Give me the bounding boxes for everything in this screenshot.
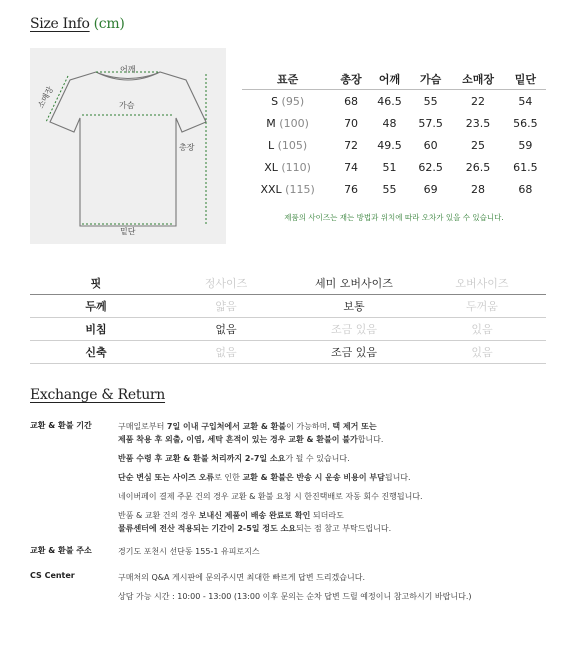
table-cell: 25 [471, 138, 486, 152]
exchange-return-title [30, 387, 165, 403]
text-span: 택 제거 또는 [332, 422, 377, 431]
feature-row-thickness [30, 295, 546, 318]
exchange-period-content [118, 420, 538, 535]
table-row [242, 112, 546, 134]
text-span: 단순 변심 또는 사이즈 오류 [118, 473, 215, 482]
table-cell: 59 [518, 138, 533, 152]
period-paragraph-3 [118, 471, 538, 484]
period-paragraph-5 [118, 509, 538, 535]
table-cell: 22 [471, 94, 486, 108]
size-note: 제품의 사이즈는 재는 방법과 위치에 따라 오차가 있을 수 있습니다. [284, 213, 504, 222]
table-cell: 46.5 [377, 94, 402, 108]
feature-option: 오버사이즈 [418, 272, 546, 295]
text-span: 가 될 수 있습니다. [285, 454, 350, 463]
table-cell: 56.5 [513, 116, 538, 130]
text-span: 7일 이내 구입처에서 교환 & 환불 [166, 422, 287, 431]
size-code: L [267, 138, 275, 152]
text-span: 되더라도 [310, 511, 344, 520]
size-code: XL [264, 160, 278, 174]
feature-row-fit [30, 272, 546, 295]
text-span: 반품 & 교환 건의 경우 [118, 511, 199, 520]
text-span: 교환 & 환불은 반송 시 운송 비용이 부담 [242, 473, 385, 482]
feature-option: 조금 있음 [290, 341, 418, 364]
header-sleeve: 소매장 [451, 68, 505, 90]
table-cell: 62.5 [418, 160, 443, 174]
feature-label: 두께 [30, 295, 162, 318]
feature-option: 없음 [162, 341, 290, 364]
feature-option: 두꺼움 [418, 295, 546, 318]
feature-option: 보통 [290, 295, 418, 318]
period-paragraph-1 [118, 420, 538, 446]
table-row [242, 156, 546, 178]
tshirt-diagram [30, 48, 226, 244]
cs-center-label: CS Center [30, 571, 75, 580]
text-span: 물류센터에 전산 적용되는 기간이 2-5일 정도 소요 [118, 524, 296, 533]
feature-option: 얇음 [162, 295, 290, 318]
size-table [242, 68, 546, 200]
text-span: 보내신 제품이 배송 완료로 확인 [198, 511, 311, 520]
feature-row-stretch [30, 341, 546, 364]
table-cell: 28 [471, 182, 486, 196]
feature-option: 조금 있음 [290, 318, 418, 341]
size-cell [242, 90, 333, 113]
size-code: M [266, 116, 276, 130]
feature-row-sheerness [30, 318, 546, 341]
text-span: 되는 점 참고 부탁드립니다. [296, 524, 392, 533]
table-cell: 68 [344, 94, 359, 108]
feature-label: 핏 [30, 272, 162, 295]
header-shoulder: 어깨 [369, 68, 410, 90]
feature-option: 정사이즈 [162, 272, 290, 295]
header-chest: 가슴 [410, 68, 451, 90]
period-paragraph-4: 네이버페이 결제 주문 건의 경우 교환 & 환불 요청 시 한진택배로 자동 회수 진행됩니다. [118, 492, 423, 501]
text-span: 이 가능하며, [286, 422, 333, 431]
size-cell [242, 112, 333, 134]
table-cell: 61.5 [513, 160, 538, 174]
table-cell: 51 [382, 160, 397, 174]
header-hem: 밑단 [505, 68, 546, 90]
cs-line-1: 구매처의 Q&A 게시판에 문의주시면 최대한 빠르게 답변 드리겠습니다. [118, 573, 366, 582]
table-cell: 57.5 [418, 116, 443, 130]
table-row [242, 90, 546, 113]
shoulder-label: 어깨 [120, 65, 136, 74]
text-span: 로 인한 [214, 473, 243, 482]
sleeve-label: 소매장 [36, 85, 56, 110]
header-standard: 표준 [242, 68, 333, 90]
cs-line-2: 상담 가능 시간 : 10:00 - 13:00 (13:00 이후 문의는 순차 답변 드릴 예정이니 참고하시기 바랍니다.) [118, 592, 472, 601]
size-cell [242, 134, 333, 156]
text-span: 구매일로부터 [118, 422, 167, 431]
size-info-heading: Size Info [30, 16, 90, 32]
table-cell: 54 [518, 94, 533, 108]
table-cell: 55 [423, 94, 438, 108]
tshirt-outline-icon [30, 48, 226, 244]
chest-label: 가슴 [119, 101, 135, 110]
table-cell: 48 [382, 116, 397, 130]
table-cell: 26.5 [465, 160, 491, 174]
size-code: XXL [260, 182, 282, 196]
feature-label: 신축 [30, 341, 162, 364]
feature-option: 있음 [418, 318, 546, 341]
feature-table [30, 272, 546, 364]
table-cell: 72 [344, 138, 359, 152]
period-paragraph-2 [118, 452, 538, 465]
size-kr: (115) [285, 182, 315, 196]
header-length: 총장 [333, 68, 369, 90]
text-span: 합니다. [357, 435, 384, 444]
text-span: 제품 착용 후 외출, 이염, 세탁 흔적이 있는 경우 교환 & 환불이 불가 [118, 435, 358, 444]
exchange-address-content [118, 545, 538, 558]
table-cell: 70 [344, 116, 359, 130]
text-span: 됩니다. [384, 473, 411, 482]
size-cell [242, 156, 333, 178]
size-kr: (100) [279, 116, 309, 130]
table-row [242, 178, 546, 200]
table-cell: 60 [423, 138, 438, 152]
feature-label: 비침 [30, 318, 162, 341]
hem-label: 밑단 [120, 227, 136, 236]
size-kr: (95) [281, 94, 305, 108]
table-cell: 68 [518, 182, 533, 196]
size-kr: (105) [277, 138, 308, 152]
feature-option: 세미 오버사이즈 [290, 272, 418, 295]
exchange-address: 경기도 포천시 선단동 155-1 유피로지스 [118, 547, 260, 556]
size-table-header [242, 68, 546, 90]
exchange-heading: Exchange & Return [30, 387, 166, 403]
text-span: 반품 수령 후 교환 & 환불 처리까지 2-7일 소요 [118, 454, 286, 463]
length-label: 총장 [179, 143, 195, 152]
size-info-title [30, 16, 124, 32]
table-cell: 23.5 [465, 116, 491, 130]
size-kr: (110) [281, 160, 311, 174]
table-cell: 74 [344, 160, 359, 174]
feature-option: 없음 [162, 318, 290, 341]
size-cell [242, 178, 333, 200]
size-code: S [271, 94, 279, 108]
exchange-address-label: 교환 & 환불 주소 [30, 546, 92, 555]
cs-center-content [118, 571, 538, 603]
table-cell: 69 [423, 182, 438, 196]
exchange-period-label: 교환 & 환불 기간 [30, 421, 92, 430]
size-unit: (cm) [93, 16, 125, 32]
table-cell: 76 [344, 182, 359, 196]
table-cell: 49.5 [377, 138, 402, 152]
table-row [242, 134, 546, 156]
feature-option: 있음 [418, 341, 546, 364]
table-cell: 55 [382, 182, 397, 196]
